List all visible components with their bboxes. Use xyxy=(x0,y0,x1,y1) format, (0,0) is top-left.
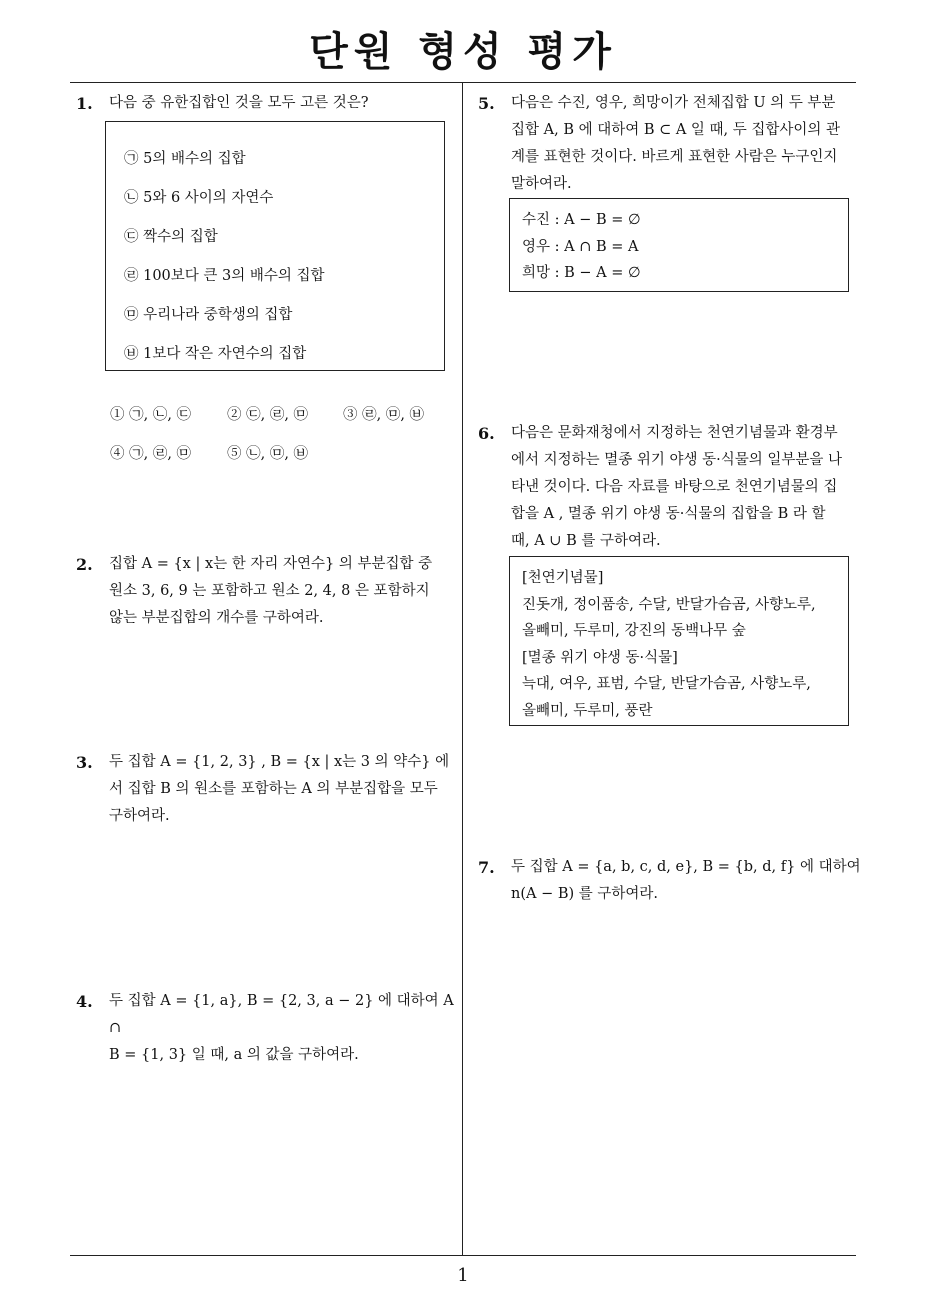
top-rule xyxy=(70,82,856,83)
box-line: 올빼미, 두루미, 풍란 xyxy=(522,702,653,719)
question-line: 다음은 문화재청에서 지정하는 천연기념물과 환경부 xyxy=(511,425,838,441)
question-line: 때, A ∪ B 를 구하여라. xyxy=(511,533,661,549)
question-line: 구하여라. xyxy=(109,808,170,824)
question-line: 타낸 것이다. 다음 자료를 바탕으로 천연기념물의 집 xyxy=(511,479,838,495)
q5-answer-box xyxy=(509,198,849,292)
question-number: 2. xyxy=(76,555,93,574)
question-line: B = {1, 3} 일 때, a 의 값을 구하여라. xyxy=(109,1047,359,1063)
box-line: 올빼미, 두루미, 강진의 동백나무 숲 xyxy=(522,623,746,639)
page-title: 단원 형성 평가 xyxy=(309,29,617,75)
box-line: 영우 : A ∩ B = A xyxy=(522,238,639,255)
question-line: 서 집합 B 의 원소를 포함하는 A 의 부분집합을 모두 xyxy=(109,781,438,797)
item-line: ㉠ 5의 배수의 집합 xyxy=(124,151,246,167)
box-line: 수진 : A − B = ∅ xyxy=(522,212,641,228)
answer-choice-3[interactable]: ③ ㉣, ㉤, ㉥ xyxy=(343,407,425,423)
page-number: 1 xyxy=(457,1265,469,1286)
question-line: 합을 A , 멸종 위기 야생 동·식물의 집합을 B 라 할 xyxy=(511,506,826,522)
question-1 xyxy=(76,90,458,117)
question-7 xyxy=(478,854,862,908)
question-line: 집합 A, B 에 대하여 B ⊂ A 일 때, 두 집합사이의 관 xyxy=(511,122,841,138)
answer-choice-4[interactable]: ④ ㉠, ㉣, ㉤ xyxy=(110,446,192,462)
box-line: 진돗개, 정이품송, 수달, 반달가슴곰, 사향노루, xyxy=(522,596,816,613)
item-line: ㉥ 1보다 작은 자연수의 집합 xyxy=(124,346,307,362)
answer-choice-1[interactable]: ① ㉠, ㉡, ㉢ xyxy=(110,407,192,423)
box-line: [천연기념물] xyxy=(522,570,604,586)
question-text: 다음 중 유한집합인 것을 모두 고른 것은? xyxy=(109,95,369,111)
answer-choice-2[interactable]: ② ㉢, ㉣, ㉤ xyxy=(227,407,309,423)
question-line: 않는 부분집합의 개수를 구하여라. xyxy=(109,610,324,626)
question-number: 6. xyxy=(478,424,495,443)
question-number: 1. xyxy=(76,94,93,113)
question-line: 원소 3, 6, 9 는 포함하고 원소 2, 4, 8 은 포함하지 xyxy=(109,583,430,599)
question-number: 3. xyxy=(76,753,93,772)
item-line: ㉢ 짝수의 집합 xyxy=(124,229,218,245)
answer-choice-5[interactable]: ⑤ ㉡, ㉤, ㉥ xyxy=(227,446,309,462)
item-line: ㉡ 5와 6 사이의 자연수 xyxy=(124,190,274,206)
column-divider xyxy=(462,82,463,1256)
box-line: [멸종 위기 야생 동·식물] xyxy=(522,649,678,666)
question-number: 5. xyxy=(478,94,495,113)
question-line: n(A − B) 를 구하여라. xyxy=(511,886,659,902)
question-2 xyxy=(76,551,460,632)
question-line: 에서 지정하는 멸종 위기 야생 동·식물의 일부분을 나 xyxy=(511,452,843,468)
q1-item-box xyxy=(105,121,445,371)
box-line: 늑대, 여우, 표범, 수달, 반달가슴곰, 사향노루, xyxy=(522,676,811,692)
question-line: 두 집합 A = {1, a}, B = {2, 3, a − 2} 에 대하여 A ∩ xyxy=(109,993,454,1036)
box-line: 희망 : B − A = ∅ xyxy=(522,265,641,281)
item-line: ㉣ 100보다 큰 3의 배수의 집합 xyxy=(124,268,325,284)
question-number: 4. xyxy=(76,992,93,1011)
question-line: 두 집합 A = {1, 2, 3} , B = {x | x는 3 의 약수} 에 xyxy=(109,754,450,770)
question-line: 말하여라. xyxy=(511,176,572,192)
question-4 xyxy=(76,988,460,1069)
question-3 xyxy=(76,749,460,830)
question-line: 두 집합 A = {a, b, c, d, e}, B = {b, d, f} 에 대하여 xyxy=(511,859,861,875)
bottom-rule xyxy=(70,1255,856,1256)
question-line: 계를 표현한 것이다. 바르게 표현한 사람은 누구인지 xyxy=(511,149,838,165)
question-5 xyxy=(478,90,862,198)
question-number: 7. xyxy=(478,858,495,877)
question-line: 다음은 수진, 영우, 희망이가 전체집합 U 의 두 부분 xyxy=(511,95,836,111)
question-line: 집합 A = {x | x는 한 자리 자연수} 의 부분집합 중 xyxy=(109,556,433,572)
question-6 xyxy=(478,420,862,555)
item-line: ㉤ 우리나라 중학생의 집합 xyxy=(124,307,293,323)
q6-data-box xyxy=(509,556,849,726)
